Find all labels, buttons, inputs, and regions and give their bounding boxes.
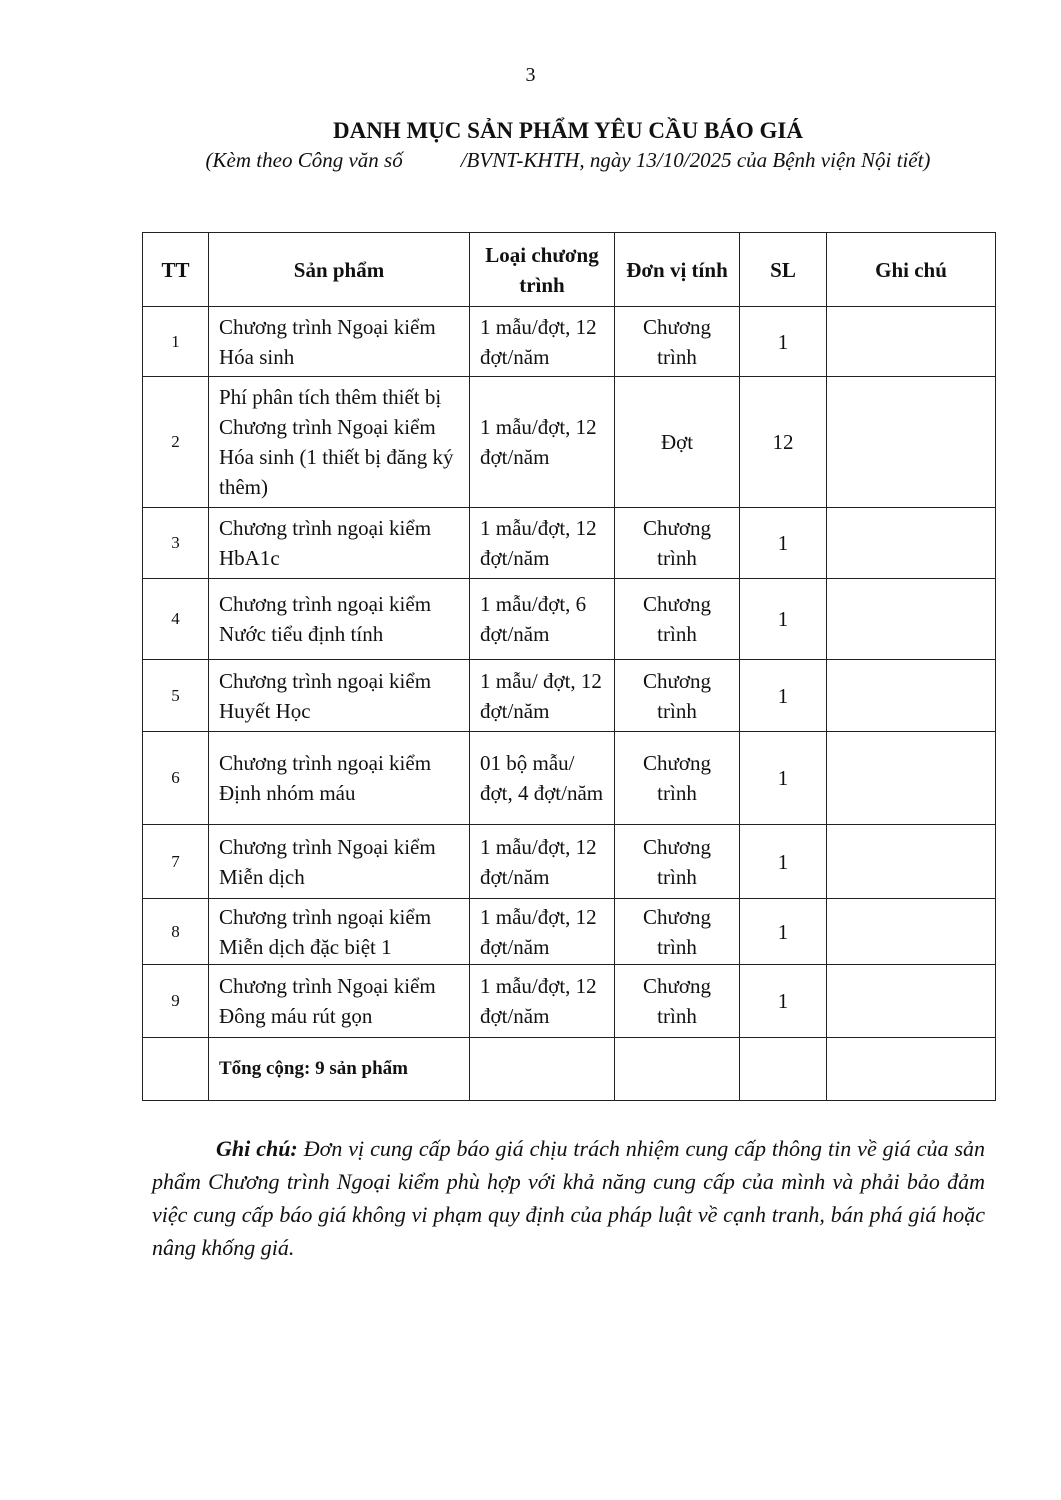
cell-program-type: 1 mẫu/đợt, 12 đợt/năm (470, 965, 615, 1038)
cell-qty: 1 (740, 660, 827, 732)
cell-product: Chương trình Ngoại kiểm Hóa sinh (209, 307, 470, 377)
cell-note (827, 508, 996, 579)
document-subtitle (0, 148, 1061, 173)
table-row (143, 899, 996, 965)
cell-tt: 3 (143, 508, 209, 579)
cell-unit: Chương trình (615, 307, 740, 377)
cell-unit: Chương trình (615, 825, 740, 899)
cell-note (827, 899, 996, 965)
cell-product: Phí phân tích thêm thiết bị Chương trình Ngoại kiểm Hóa sinh (1 thiết bị đăng ký thêm) (209, 377, 470, 508)
cell-qty: 1 (740, 579, 827, 660)
table-row (143, 508, 996, 579)
cell-qty: 1 (740, 508, 827, 579)
header-tt: TT (143, 233, 209, 307)
cell-qty: 12 (740, 377, 827, 508)
document-title: DANH MỤC SẢN PHẨM YÊU CẦU BÁO GIÁ (333, 118, 803, 143)
cell-tt: 1 (143, 307, 209, 377)
cell-program-type: 1 mẫu/ đợt, 12 đợt/năm (470, 660, 615, 732)
cell-tt: 7 (143, 825, 209, 899)
cell-product: Chương trình ngoại kiểm Miễn dịch đặc biệt 1 (209, 899, 470, 965)
header-product: Sản phẩm (209, 233, 470, 307)
cell-product: Chương trình ngoại kiểm HbA1c (209, 508, 470, 579)
cell-total-empty (615, 1038, 740, 1101)
cell-unit: Chương trình (615, 965, 740, 1038)
table-row (143, 825, 996, 899)
cell-note (827, 307, 996, 377)
cell-tt: 6 (143, 732, 209, 825)
cell-program-type: 1 mẫu/đợt, 6 đợt/năm (470, 579, 615, 660)
subtitle-suffix: /BVNT-KHTH, ngày 13/10/2025 của Bệnh viện Nội tiết) (460, 148, 931, 172)
header-note: Ghi chú (827, 233, 996, 307)
cell-product: Chương trình Ngoại kiểm Miễn dịch (209, 825, 470, 899)
cell-qty: 1 (740, 307, 827, 377)
cell-program-type: 1 mẫu/đợt, 12 đợt/năm (470, 825, 615, 899)
cell-product: Chương trình ngoại kiểm Định nhóm máu (209, 732, 470, 825)
cell-total-empty (470, 1038, 615, 1101)
total-label: Tổng cộng: 9 sản phẩm (209, 1038, 470, 1101)
cell-unit: Chương trình (615, 660, 740, 732)
cell-qty: 1 (740, 899, 827, 965)
table-row (143, 965, 996, 1038)
cell-note (827, 377, 996, 508)
note-text: Đơn vị cung cấp báo giá chịu trách nhiệm cung cấp thông tin về giá của sản phẩm Chương trình Ngoại kiểm phù hợp với khả năng cung cấp của mình và phải bảo đảm việc cung cấp báo giá không vi phạm quy định của pháp luật về cạnh tranh, bán phá giá hoặc nâng khống giá. (152, 1136, 986, 1260)
table-row (143, 732, 996, 825)
cell-tt: 9 (143, 965, 209, 1038)
cell-unit: Chương trình (615, 579, 740, 660)
cell-note (827, 579, 996, 660)
cell-program-type: 1 mẫu/đợt, 12 đợt/năm (470, 899, 615, 965)
header-unit: Đơn vị tính (615, 233, 740, 307)
cell-tt: 2 (143, 377, 209, 508)
cell-product: Chương trình ngoại kiểm Huyết Học (209, 660, 470, 732)
cell-note (827, 732, 996, 825)
page-number: 3 (525, 64, 536, 86)
cell-tt: 5 (143, 660, 209, 732)
subtitle-prefix: (Kèm theo Công văn số (205, 148, 403, 172)
table-row (143, 307, 996, 377)
table-row (143, 579, 996, 660)
cell-note (827, 825, 996, 899)
table-row (143, 660, 996, 732)
table-total-row (143, 1038, 996, 1101)
cell-product: Chương trình Ngoại kiểm Đông máu rút gọn (209, 965, 470, 1038)
header-program-type: Loại chương trình (470, 233, 615, 307)
table-header-row (143, 233, 996, 307)
cell-program-type: 1 mẫu/đợt, 12 đợt/năm (470, 508, 615, 579)
cell-tt: 8 (143, 899, 209, 965)
cell-program-type: 1 mẫu/đợt, 12 đợt/năm (470, 377, 615, 508)
cell-unit: Chương trình (615, 732, 740, 825)
header-qty: SL (740, 233, 827, 307)
cell-note (827, 660, 996, 732)
cell-note (827, 965, 996, 1038)
note-label: Ghi chú: (216, 1136, 298, 1161)
product-table (142, 232, 996, 1101)
cell-unit: Chương trình (615, 508, 740, 579)
cell-unit: Chương trình (615, 899, 740, 965)
cell-qty: 1 (740, 965, 827, 1038)
cell-program-type: 1 mẫu/đợt, 12 đợt/năm (470, 307, 615, 377)
cell-product: Chương trình ngoại kiểm Nước tiểu định tính (209, 579, 470, 660)
cell-total-empty (827, 1038, 996, 1101)
table-row (143, 377, 996, 508)
cell-total-empty (740, 1038, 827, 1101)
cell-tt: 4 (143, 579, 209, 660)
cell-total-empty (143, 1038, 209, 1101)
cell-unit: Đợt (615, 377, 740, 508)
cell-program-type: 01 bộ mẫu/ đợt, 4 đợt/năm (470, 732, 615, 825)
note-paragraph (152, 1132, 985, 1264)
cell-qty: 1 (740, 732, 827, 825)
cell-qty: 1 (740, 825, 827, 899)
